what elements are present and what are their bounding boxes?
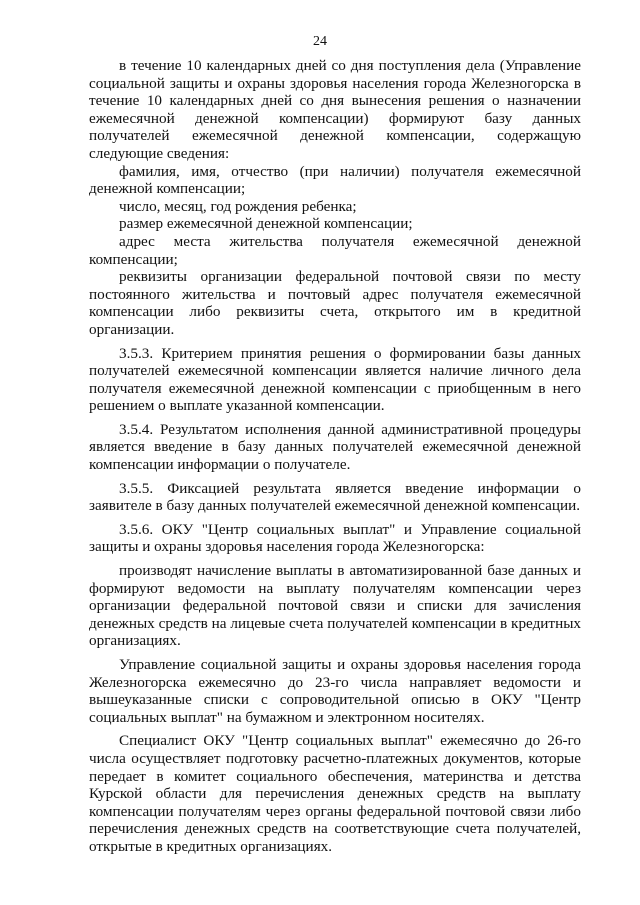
paragraph-list-item: реквизиты организации федеральной почтовой связи по месту постоянного жительства и почтовый адрес получателя ежемесячной компенсации либо реквизиты счета, открытого им в кредитной организации. xyxy=(89,268,581,338)
paragraph-3-5-5: 3.5.5. Фиксацией результата является введение информации о заявителе в базу данных получателей ежемесячной денежной компенсации. xyxy=(89,479,581,515)
page-number: 24 xyxy=(313,34,327,49)
paragraph-list-item: размер ежемесячной денежной компенсации; xyxy=(119,215,413,233)
paragraph-list-item: число, месяц, год рождения ребенка; xyxy=(119,197,357,215)
paragraph-3-5-4: 3.5.4. Результатом исполнения данной административной процедуры является введение в базу данных получателей ежемесячной денежной компенсации информации о получателе. xyxy=(89,420,581,474)
paragraph-specialist: Специалист ОКУ "Центр социальных выплат" ежемесячно до 26-го числа осуществляет подготовку расчетно-платежных документов, которые передает в комитет социального обеспечения, материнства и детства Курской области для перечисления денежных средств на выплату компенсации получателям через органы федеральной почтовой связи либо перечисления денежных средств на соответствующие счета получателей, открытые в кредитных организациях. xyxy=(89,732,581,855)
paragraph-list-item: адрес места жительства получателя ежемесячной денежной компенсации; xyxy=(89,232,581,268)
paragraph-intro: в течение 10 календарных дней со дня поступления дела (Управление социальной защиты и охраны здоровья населения города Железногорска в течение 10 календарных дней со дня вынесения решения о назначении ежемесячной денежной компенсации) формируют базу данных получателей ежемесячной денежной компенсации, содержащую следующие сведения: xyxy=(89,57,581,162)
paragraph-accrual: производят начисление выплаты в автоматизированной базе данных и формируют ведомости на выплату получателям компенсации через организации федеральной почтовой связи и списки для зачисления денежных средств на лицевые счета получателей компенсации в кредитных организациях. xyxy=(89,562,581,650)
paragraph-3-5-3: 3.5.3. Критерием принятия решения о формировании базы данных получателей ежемесячной компенсации является наличие личного дела получателя ежемесячной денежной компенсации с приобщенным в него решением о выплате указанной компенсации. xyxy=(89,344,581,415)
paragraph-list-item: фамилия, имя, отчество (при наличии) получателя ежемесячной денежной компенсации; xyxy=(89,162,581,198)
document-body xyxy=(89,57,581,856)
paragraph-3-5-6: 3.5.6. ОКУ "Центр социальных выплат" и Управление социальной защиты и охраны здоровья населения города Железногорска: xyxy=(89,520,581,556)
paragraph-statements: Управление социальной защиты и охраны здоровья населения города Железногорска ежемесячно до 23-го числа направляет ведомости и вышеуказанные списки с сопроводительной описью в ОКУ "Центр социальных выплат" на бумажном и электронном носителях. xyxy=(89,656,581,726)
